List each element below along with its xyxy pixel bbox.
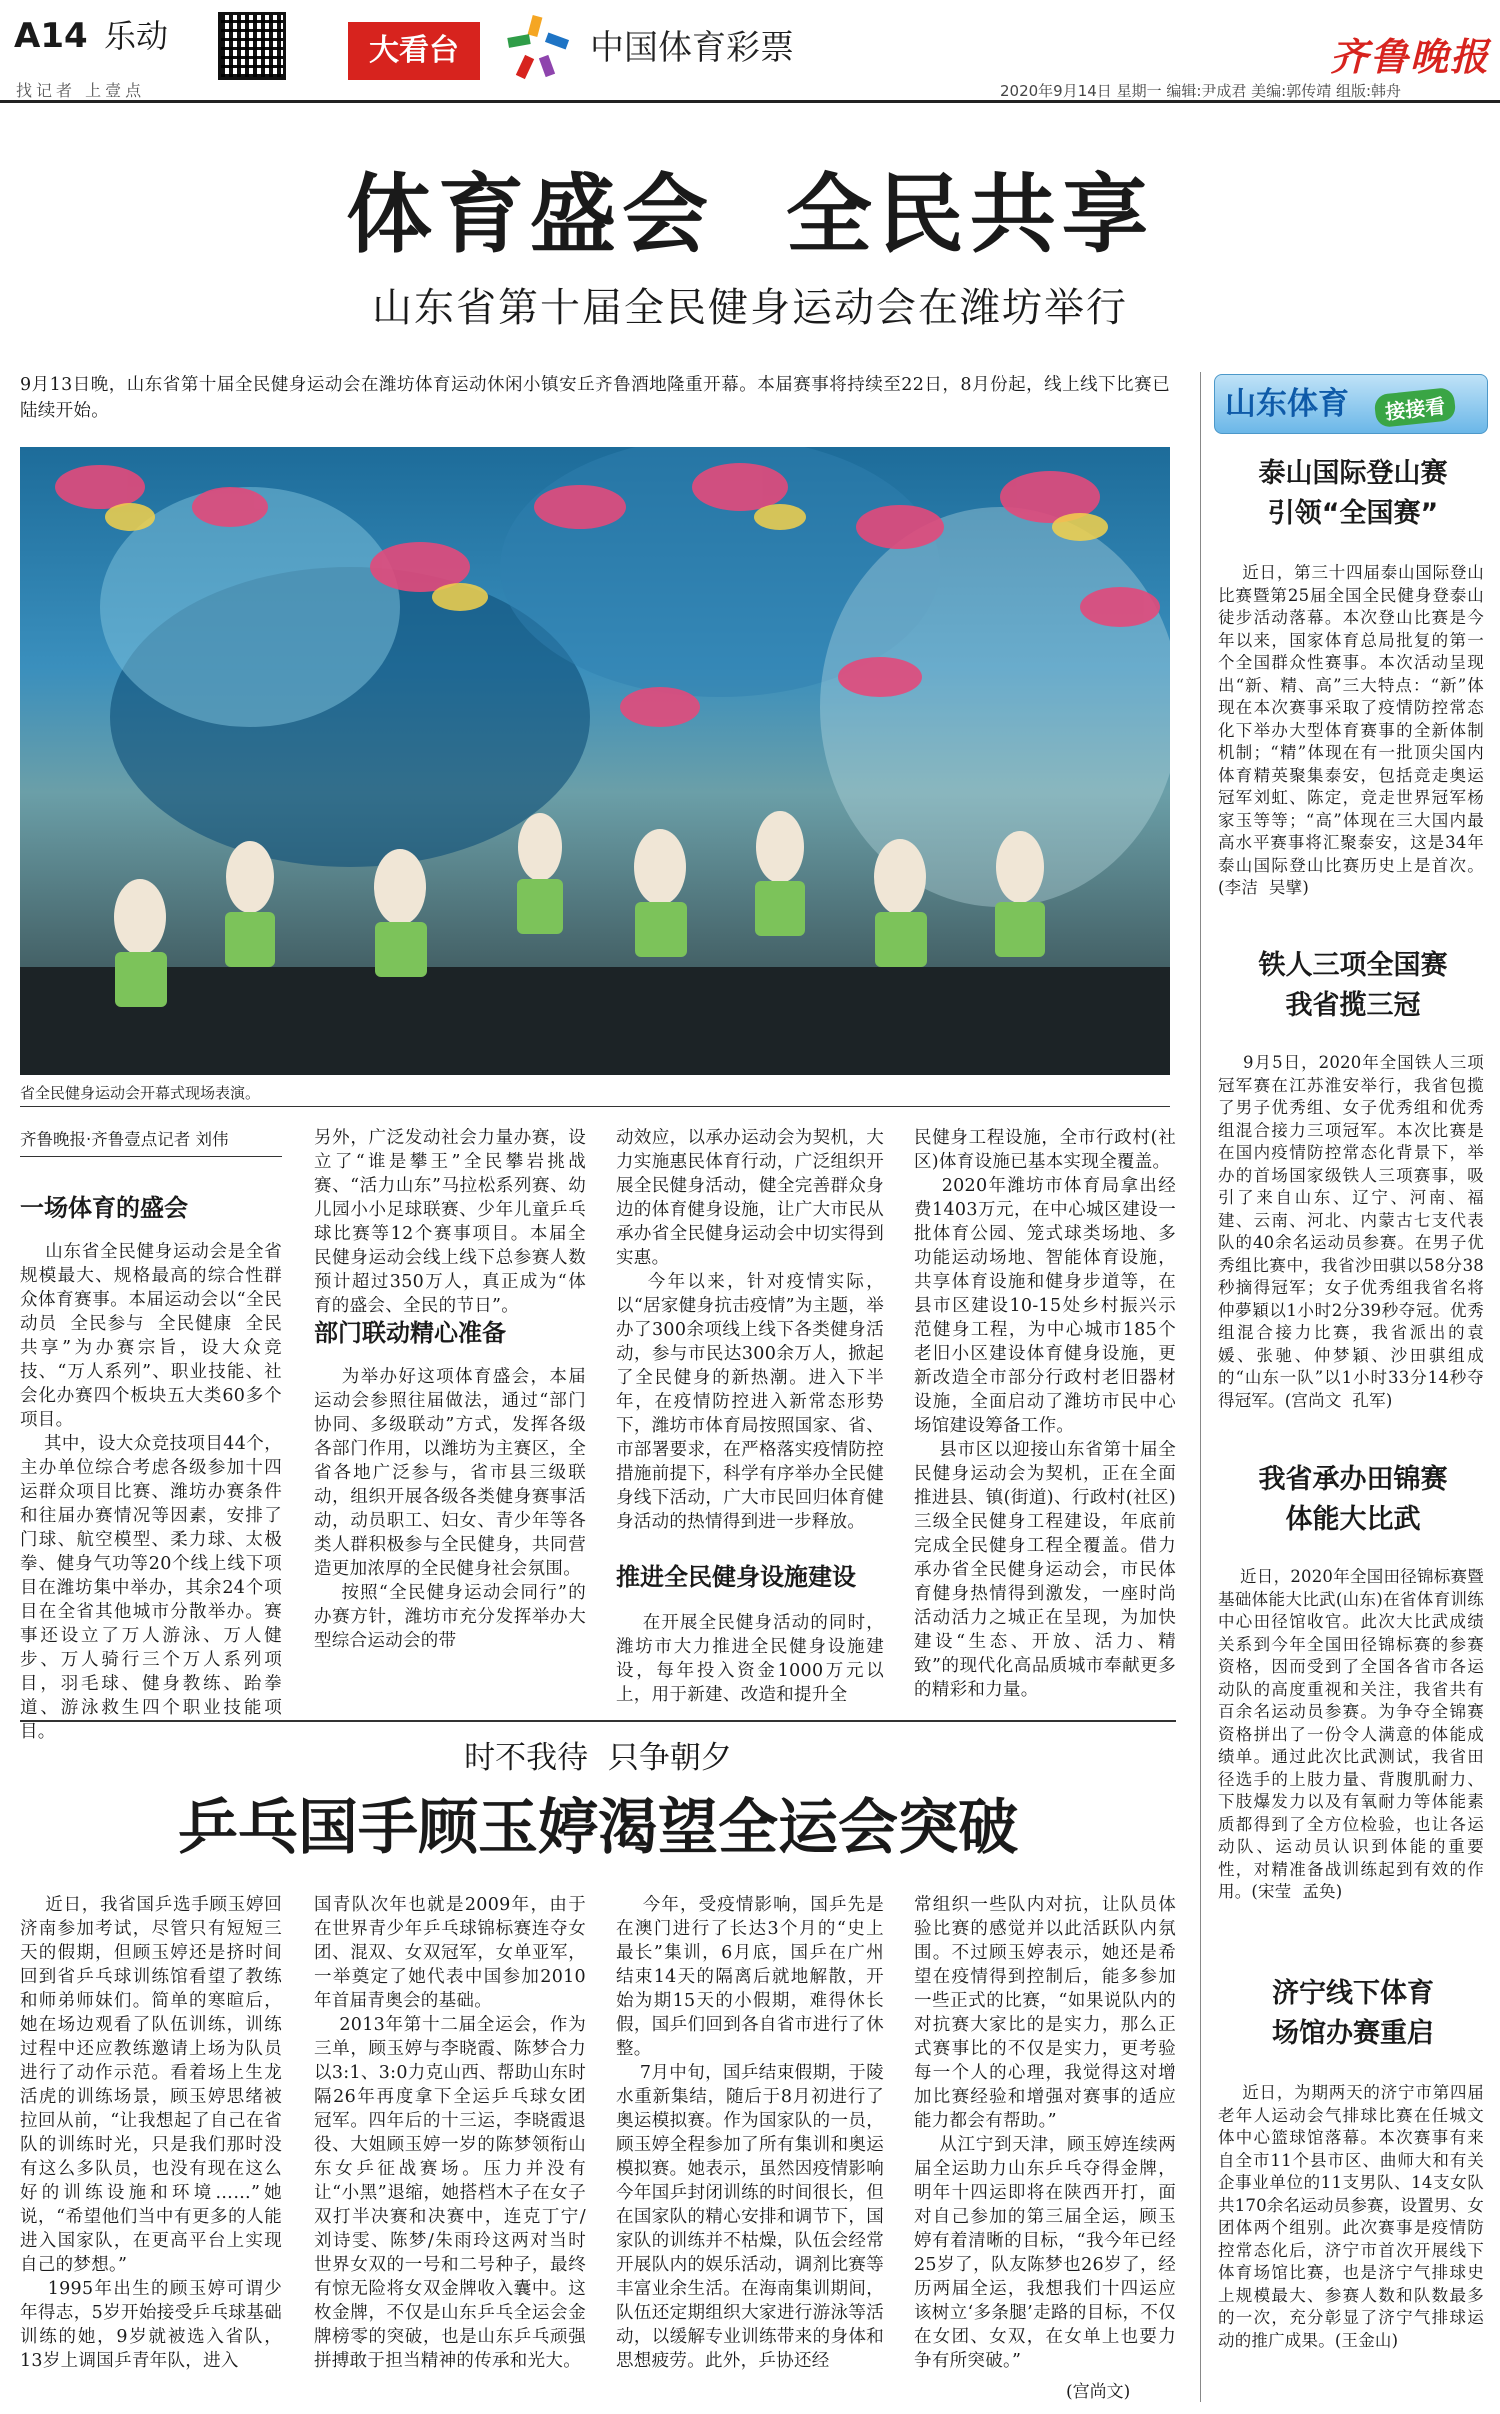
sidebar-body-1: 近日，第三十四届泰山国际登山比赛暨第25届全国全民健身登泰山徒步活动落幕。本次登山比赛是今年以来，国家体育总局批复的第一个全国群众性赛事。本次活动呈现出“新、精、高”三大特点：“新”体现在本次赛事采取了疫情防控常态化下举办大型体育赛事的全新体制机制；“精”体现在有一批顶尖国内体育精英聚集泰安，包括竞走奥运冠军刘虹、陈定，竞走世界冠军杨家玉等等；“高”体现在三大国内最高水平赛事将汇聚泰安，这是34年泰山国际登山比赛历史上是首次。(李洁 吴擘) (1218, 563, 1484, 897)
sidebar-banner-title: 山东体育 (1225, 386, 1349, 422)
lead-col-2b: 为举办好这项体育盛会，本届运动会参照往届做法，通过“部门协同、多级联动”方式，发挥各级各部门作用，以潍坊为主赛区，全省各地广泛参与，省市县三级联动，组织开展各级各类健身赛事活动，动员职工、妇女、青少年等各类人群积极参与全民健身，共同营造更加浓厚的全民健身社会氛围。 按照“全民健身运动会同行”的办赛方针，潍坊市充分发挥举办大型综合运动会的带 (314, 1367, 587, 1651)
pingpong-headline: 乒乓国手顾玉婷渴望全运会突破 (178, 1793, 1018, 1863)
byline-rule (20, 1156, 282, 1157)
sidebar-title-2: 铁人三项全国赛 我省揽三冠 (1258, 950, 1448, 1021)
masthead-rule (0, 100, 1500, 103)
photo-caption: 省全民健身运动会开幕式现场表演。 (20, 1084, 261, 1102)
section-title-3: 推进全民健身设施建设 (616, 1563, 856, 1591)
sidebar-title-4: 济宁线下体育 场馆办赛重启 (1272, 1978, 1434, 2049)
lottery-logo-icon (506, 14, 570, 80)
lead-col-4: 民健身工程设施，全市行政村(社区)体育设施已基本实现全覆盖。 2020年潍坊市体育局拿出经费1403万元，在中心城区建设一批体育公园、笼式球类场地、多功能运动场地、智能体育设施，共享体育设施和健身步道等，在县市区建设10-15处乡村振兴示范健身工程，为中心城市185个老旧小区建设体育健身设施，更新改造全市部分行政村老旧器材设施，全面启动了潍坊市民中心场馆建设筹备工作。 县市区以迎接山东省第十届全民健身运动会为契机，正在全面推进县、镇(街道)、行政村(社区)三级全民健身工程建设，年底前完成全民健身工程全覆盖。借力承办省全民健身运动会，市民体育健身热情得到激发，一座时尚活动活力之城正在呈现，为加快建设“生态、开放、活力、精致”的现代化高品质城市奉献更多的精彩和力量。 (914, 1128, 1177, 1700)
lead-col-2a: 另外，广泛发动社会力量办赛，设立了“谁是攀王”全民攀岩挑战赛、“活力山东”马拉松系列赛、幼儿园小小足球联赛、少年儿童乒乓球比赛等12个赛事项目。本届全民健身运动会线上线下总参赛人数预计超过350万人，真正成为“体育的盛会、全民的节日”。 (314, 1128, 586, 1316)
lead-photo[interactable] (20, 447, 1170, 1075)
section-divider (20, 1720, 1176, 1722)
date-line: 2020年9月14日 星期一 编辑:尹成君 美编:郭传靖 组版:韩舟 (1000, 82, 1402, 100)
sidebar-divider (1200, 372, 1201, 2402)
section-name: 乐动 (104, 17, 169, 55)
lead-subheadline: 山东省第十届全民健身运动会在潍坊举行 (372, 285, 1128, 331)
qr-code[interactable] (218, 12, 286, 80)
lead-headline: 体育盛会 全民共享 (346, 165, 1154, 265)
section-title-1: 一场体育的盛会 (20, 1194, 188, 1222)
pingpong-col-4: 常组织一些队内对抗，让队员体验比赛的感觉并以此活跃队内氛围。不过顾玉婷表示，她还是希望在疫情得到控制后，能多参加一些正式的比赛，“如果说队内的对抗赛大家比的是实力，那么正式赛事比的不仅是实力，更考验每一个人的心理，我觉得这对增加比赛经验和增强对赛事的适应能力都会有帮助。” 从江宁到天津，顾玉婷连续两届全运助力山东乒乓夺得金牌，明年十四运即将在陕西开打，面对自己参加的第三届全运，顾玉婷有着清晰的目标，“我今年已经25岁了，队友陈梦也26岁了，经历两届全运，我想我们十四运应该树立‘多条腿’走路的目标，不仅在女团、女双，在女单上也要力争有所突破。” (914, 1895, 1177, 2371)
lead-intro: 9月13日晚，山东省第十届全民健身运动会在潍坊体育运动休闲小镇安丘齐鲁酒地隆重开幕。本届赛事将持续至22日，8月份起，线上线下比赛已陆续开始。 (20, 375, 1170, 421)
pingpong-kicker: 时不我待 只争朝夕 (464, 1740, 732, 1776)
lead-col-3a: 动效应，以承办运动会为契机，大力实施惠民体育行动，广泛组织开展全民健身活动，健全完善群众身边的体育健身设施，让广大市民从承办省全民健身运动会中切实得到实惠。 今年以来，针对疫情实际，以“居家健身抗击疫情”为主题，举办了300余项线上线下各类健身活动，参与市民达300余万人，掀起了全民健身的新热潮。进入下半年，在疫情防控进入新常态形势下，潍坊市体育局按照国家、省、市部署要求，在严格落实疫情防控措施前提下，科学有序举办全民健身线下活动，广大市民回归体育健身活动的热情得到进一步释放。 (616, 1128, 884, 1532)
sidebar-title-1: 泰山国际登山赛 引领“全国赛” (1258, 458, 1448, 529)
sidebar-banner (1214, 374, 1488, 434)
page-number: A14 (14, 16, 88, 56)
lead-byline: 齐鲁晚报·齐鲁壹点记者 刘伟 (20, 1130, 229, 1149)
sidebar-body-4: 近日，为期两天的济宁市第四届老年人运动会气排球比赛在任城文体中心篮球馆落幕。本次赛事有来自全市11个县市区、曲师大和有关企事业单位的11支男队、14支女队共170余名运动员参赛，设置男、女团体两个组别。此次赛事是疫情防控常态化后，济宁市首次开展线下体育场馆比赛，也是济宁气排球史上规模最大、参赛人数和队数最多的一次，充分彰显了济宁气排球运动的推广成果。(王金山) (1218, 2083, 1484, 2350)
sponsor-name: 中国体育彩票 (590, 28, 794, 68)
masthead-sublabel: 找记者 上壹点 (16, 81, 146, 100)
lead-col-1: 山东省全民健身运动会是全省规模最大、规格最高的综合性群众体育赛事。本届运动会以“全民动员 全民参与 全民健康 全民共享”为办赛宗旨，设大众竞技、“万人系列”、职业技能、社会化办赛四个板块五大类60多个项目。 其中，设大众竞技项目44个，主办单位综合考虑各级参加十四运群众项目比赛、潍坊办赛条件和往届办赛情况等因素，安排了门球、航空模型、柔力球、太极拳、健身气功等20个线上线下项目在潍坊集中举办，其余24个项目在全省其他城市分散举办。赛事还设立了万人游泳、万人健步、万人骑行三个万人系列项目，羽毛球、健身教练、跆拳道、游泳救生四个职业技能项目。 (20, 1242, 283, 1742)
photo-bottom-rule (20, 1106, 1170, 1107)
pingpong-col-1: 近日，我省国乒选手顾玉婷回济南参加考试，尽管只有短短三天的假期，但顾玉婷还是挤时间回到省乒乓球训练馆看望了教练和师弟师妹们。简单的寒暄后，她在场边观看了队伍训练，训练过程中还应教练邀请上场为队员进行了动作示范。看着场上生龙活虎的训练场景，顾玉婷思绪被拉回从前，“让我想起了自己在省队的训练时光，只是我们那时没有这么多队员，也没有现在这么好的训练设施和环境……”她说，“希望他们当中有更多的人能进入国家队，在更高平台上实现自己的梦想。” 1995年出生的顾玉婷可谓少年得志，5岁开始接受乒乓球基础训练的她，9岁就被选入省队，13岁上调国乒青年队，进入 (20, 1895, 283, 2371)
dancers-illustration (20, 447, 1170, 1075)
sidebar-banner-tag: 接接看 (1373, 387, 1456, 428)
pingpong-col-2: 国青队次年也就是2009年，由于在世界青少年乒乓球锦标赛连夺女团、混双、女双冠军，女单亚军，一举奠定了她代表中国参加2010年首届青奥会的基础。 2013年第十二届全运会，作为三单，顾玉婷与李晓霞、陈梦合力以3:1、3:0力克山西、帮助山东时隔26年再度拿下全运乒乓球女团冠军。四年后的十三运，李晓霞退役、大姐顾玉婷一岁的陈梦领衔山东女乒征战赛场。压力并没有让“小黑”退缩，她搭档木子在女子双打半决赛和决赛中，连克丁宁/刘诗雯、陈梦/朱雨玲这两对当时世界女双的一号和二号种子，最终有惊无险将女双金牌收入囊中。这枚金牌，不仅是山东乒乓全运会金牌榜零的突破，也是山东乒乓顽强拼搏敢于担当精神的传承和光大。 (314, 1895, 586, 2371)
sidebar-body-2: 9月5日，2020年全国铁人三项冠军赛在江苏淮安举行，我省包揽了男子优秀组、女子优秀组和优秀组混合接力三项冠军。本次比赛是在国内疫情防控常态化背景下，举办的首场国家级铁人三项赛事，吸引了来自山东、辽宁、河南、福建、云南、河北、内蒙古七支代表队的40余名运动员参赛。在男子优秀组比赛中，我省沙田骐以58分38秒摘得冠军；女子优秀组我省名将仲夢穎以1小时2分39秒夺冠。优秀组混合接力比赛，我省派出的袁媛、张驰、仲梦穎、沙田骐组成的“山东一队”以1小时33分14秒夺得冠军。(宫尚文 孔军) (1218, 1053, 1485, 1410)
pingpong-col-3: 今年，受疫情影响，国乒先是在澳门进行了长达3个月的“史上最长”集训，6月底，国乒在广州结束14天的隔离后就地解散，开始为期15天的小假期，难得休长假，国乒们回到各自省市进行了休整。 7月中旬，国乒结束假期，于陵水重新集结，随后于8月初进行了奥运模拟赛。作为国家队的一员，顾玉婷全程参加了所有集训和奥运模拟赛。她表示，虽然因疫情影响今年国乒封闭训练的时间很长，但在国家队的精心安排和调节下，国家队的训练并不枯燥，队伍会经常开展队内的娱乐活动，调剂比赛等丰富业余生活。在海南集训期间，队伍还定期组织大家进行游泳等活动，以缓解专业训练带来的身体和思想疲劳。此外，乒协还经 (616, 1895, 885, 2371)
newspaper-logo: 齐鲁晚报 (1330, 34, 1491, 79)
pingpong-byline: (宫尚文) (1066, 2382, 1131, 2402)
lead-col-3b: 在开展全民健身活动的同时，潍坊市大力推进全民健身设施建设，每年投入资金1000万元以上，用于新建、改造和提升全 (616, 1613, 885, 1705)
tag-big-stage: 大看台 (348, 22, 480, 80)
sidebar-body-3: 近日，2020年全国田径锦标赛暨基础体能大比武(山东)在省体育训练中心田径馆收官。此次大比武成绩关系到今年全国田径锦标赛的参赛资格，因而受到了全国各省市各运动队的高度重视和关注，我省共有百余名运动员参赛。为争夺全锦赛资格拼出了一份令人满意的体能成绩单。通过此次比武测试，我省田径选手的上肢力量、背腹肌耐力、下肢爆发力以及有氧耐力等体能素质都得到了全方位检验，也让各运动队、运动员认识到体能的重要性，对精准备战训练起到有效的作用。(宋莹 孟奂) (1218, 1567, 1484, 1901)
section-title-2: 部门联动精心准备 (314, 1319, 506, 1347)
sidebar-title-3: 我省承办田锦赛 体能大比武 (1258, 1464, 1448, 1535)
